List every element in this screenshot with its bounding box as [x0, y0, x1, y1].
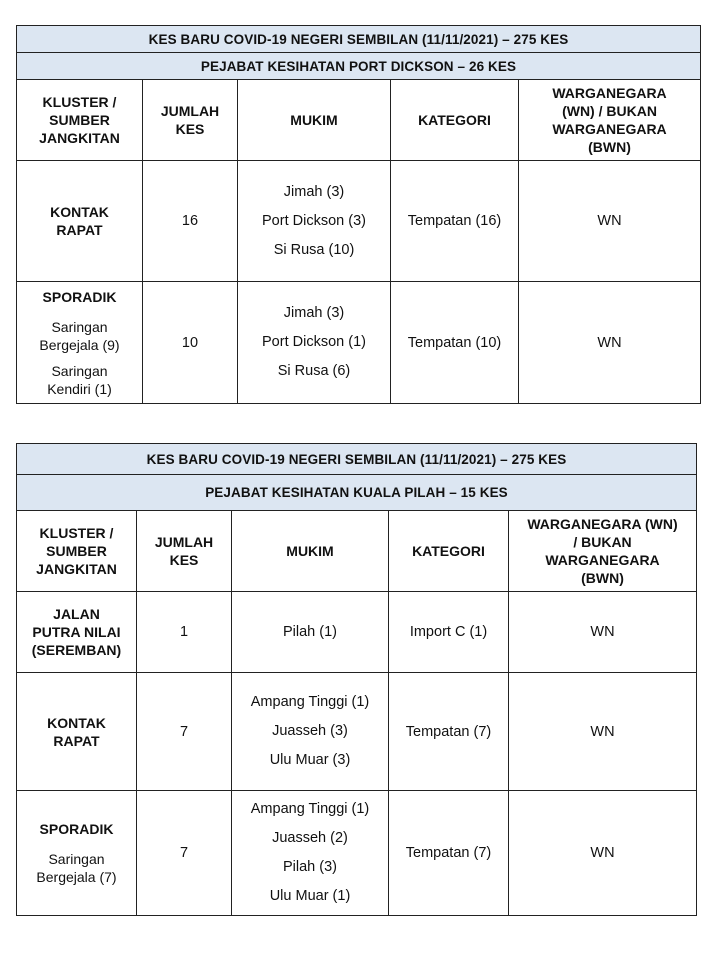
table-row — [17, 161, 701, 282]
cell-warganegara: WN — [519, 282, 701, 404]
case-table-port-dickson — [16, 25, 701, 404]
cell-mukim: Jimah (3) Port Dickson (3) Si Rusa (10) — [238, 161, 391, 282]
header-mukim: MUKIM — [232, 511, 389, 592]
cell-warganegara: WN — [519, 161, 701, 282]
cell-warganegara: WN — [509, 592, 697, 673]
table-row — [17, 791, 697, 916]
cell-kluster: KONTAK RAPAT — [17, 161, 143, 282]
table-title: KES BARU COVID-19 NEGERI SEMBILAN (11/11/2021) – 275 KES — [17, 444, 697, 475]
header-kluster: KLUSTER / SUMBER JANGKITAN — [17, 511, 137, 592]
table-subtitle: PEJABAT KESIHATAN KUALA PILAH – 15 KES — [17, 475, 697, 511]
header-kluster: KLUSTER / SUMBER JANGKITAN — [17, 80, 143, 161]
header-warganegara: WARGANEGARA (WN) / BUKAN WARGANEGARA (BWN) — [519, 80, 701, 161]
cell-kluster: KONTAK RAPAT — [17, 673, 137, 791]
cell-kategori: Tempatan (7) — [389, 673, 509, 791]
cell-warganegara: WN — [509, 791, 697, 916]
cell-kategori: Tempatan (7) — [389, 791, 509, 916]
cell-mukim: Ampang Tinggi (1) Juasseh (2) Pilah (3) Ulu Muar (1) — [232, 791, 389, 916]
cell-warganegara: WN — [509, 673, 697, 791]
cell-jumlah: 7 — [137, 791, 232, 916]
table-row — [17, 592, 697, 673]
cell-jumlah: 1 — [137, 592, 232, 673]
header-jumlah: JUMLAH KES — [143, 80, 238, 161]
table-row — [17, 673, 697, 791]
cell-kluster: JALAN PUTRA NILAI (SEREMBAN) — [17, 592, 137, 673]
cell-jumlah: 16 — [143, 161, 238, 282]
cell-kategori: Import C (1) — [389, 592, 509, 673]
header-mukim: MUKIM — [238, 80, 391, 161]
case-table-kuala-pilah — [16, 443, 697, 916]
cell-kluster: SPORADIK Saringan Bergejala (7) — [17, 791, 137, 916]
header-kategori: KATEGORI — [389, 511, 509, 592]
cell-kategori: Tempatan (10) — [391, 282, 519, 404]
table-title: KES BARU COVID-19 NEGERI SEMBILAN (11/11/2021) – 275 KES — [17, 26, 701, 53]
cell-mukim: Ampang Tinggi (1) Juasseh (3) Ulu Muar (3) — [232, 673, 389, 791]
table-row — [17, 282, 701, 404]
cell-jumlah: 7 — [137, 673, 232, 791]
header-warganegara: WARGANEGARA (WN) / BUKAN WARGANEGARA (BWN) — [509, 511, 697, 592]
cell-jumlah: 10 — [143, 282, 238, 404]
header-jumlah: JUMLAH KES — [137, 511, 232, 592]
header-kategori: KATEGORI — [391, 80, 519, 161]
cell-mukim: Jimah (3) Port Dickson (1) Si Rusa (6) — [238, 282, 391, 404]
cell-kluster: SPORADIK Saringan Bergejala (9) Saringan Kendiri (1) — [17, 282, 143, 404]
cell-mukim: Pilah (1) — [232, 592, 389, 673]
cell-kategori: Tempatan (16) — [391, 161, 519, 282]
table-subtitle: PEJABAT KESIHATAN PORT DICKSON – 26 KES — [17, 53, 701, 80]
